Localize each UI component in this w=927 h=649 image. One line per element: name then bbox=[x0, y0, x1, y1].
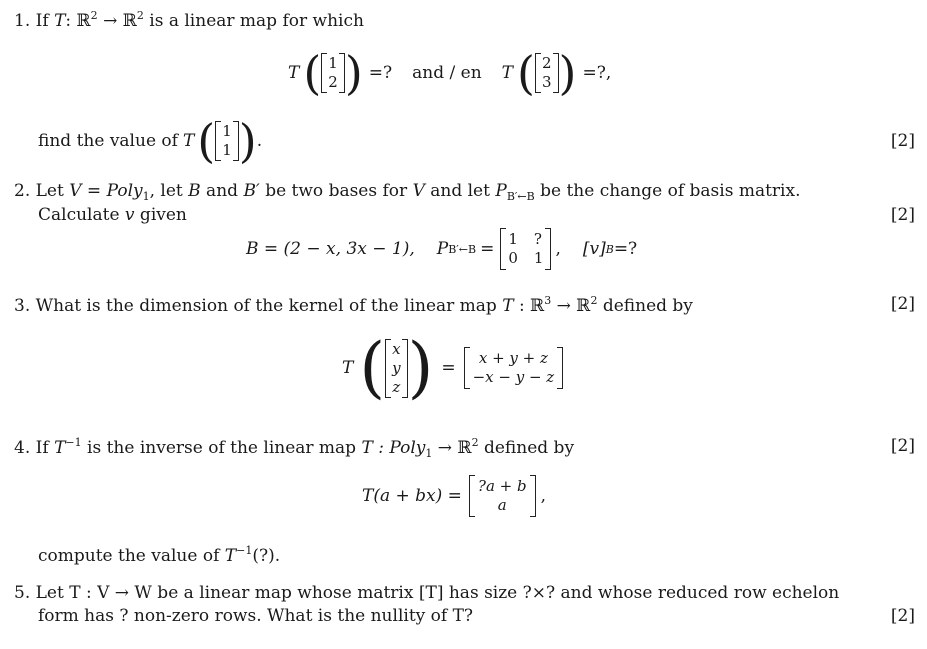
q5-line-2: form has ? non-zero rows. What is the nullity of T? bbox=[38, 606, 474, 626]
left-paren: ( bbox=[303, 46, 322, 100]
q3-equation: T ( x y z ) = x + y + z −x − y − z bbox=[342, 328, 563, 408]
q1-equations: T ( 1 2 ) =? and / en T ( 2 3 ) =?, bbox=[288, 46, 612, 100]
q1-number: 1. bbox=[14, 11, 31, 31]
q3-output-vector: x + y + z −x − y − z bbox=[464, 347, 564, 389]
q4-line: 4. If $T^{-1}$ is the inverse of the linear map T : Poly$_1$ → ℝ$^2$ defined by bbox=[14, 436, 575, 460]
q5-mark: [2] bbox=[890, 606, 915, 626]
q1-vector-2: 2 3 bbox=[535, 53, 559, 93]
change-of-basis-matrix: 1 ? 0 1 bbox=[500, 228, 551, 270]
q1-find-line: find the value of T ( 1 1 ) . bbox=[38, 114, 263, 168]
q1-vector-1: 1 2 bbox=[321, 53, 345, 93]
q2-mark: [2] bbox=[890, 205, 915, 225]
q1-line: 1. If T: ℝ$^2$ → ℝ$^2$ is a linear map for which bbox=[14, 9, 364, 31]
q4-equation: T(a + bx) = ?a + b a , bbox=[362, 470, 546, 522]
q4-mark: [2] bbox=[890, 436, 915, 456]
right-paren: ) bbox=[344, 46, 363, 100]
q5-line-1: 5. Let T : V → W be a linear map whose matrix [T] has size ?×? and whose reduced row echelon bbox=[14, 583, 840, 603]
q3-mark: [2] bbox=[890, 294, 915, 314]
q3-line: 3. What is the dimension of the kernel of the linear map T : ℝ$^3$ → ℝ$^2$ defined by bbox=[14, 294, 693, 316]
q4-compute-line: compute the value of $T^{-1}(?)$. bbox=[38, 544, 281, 566]
q2-equation: B = (2 − x, 3x − 1), P B′←B = 1 ? 0 1 , [v] B =? bbox=[246, 224, 637, 274]
q2-line-2: Calculate v given bbox=[38, 205, 187, 225]
q2-line-1: 2. Let V = Poly$_1$, let B and B′ be two bases for V and let $P_{B'\leftarrow B}$ be the change of basis matrix. bbox=[14, 181, 801, 203]
q3-input-vector: x y z bbox=[385, 339, 407, 398]
q1-mark: [2] bbox=[890, 131, 915, 151]
q4-output-vector: ?a + b a bbox=[469, 475, 536, 517]
q1-vector-3: 1 1 bbox=[215, 121, 239, 161]
